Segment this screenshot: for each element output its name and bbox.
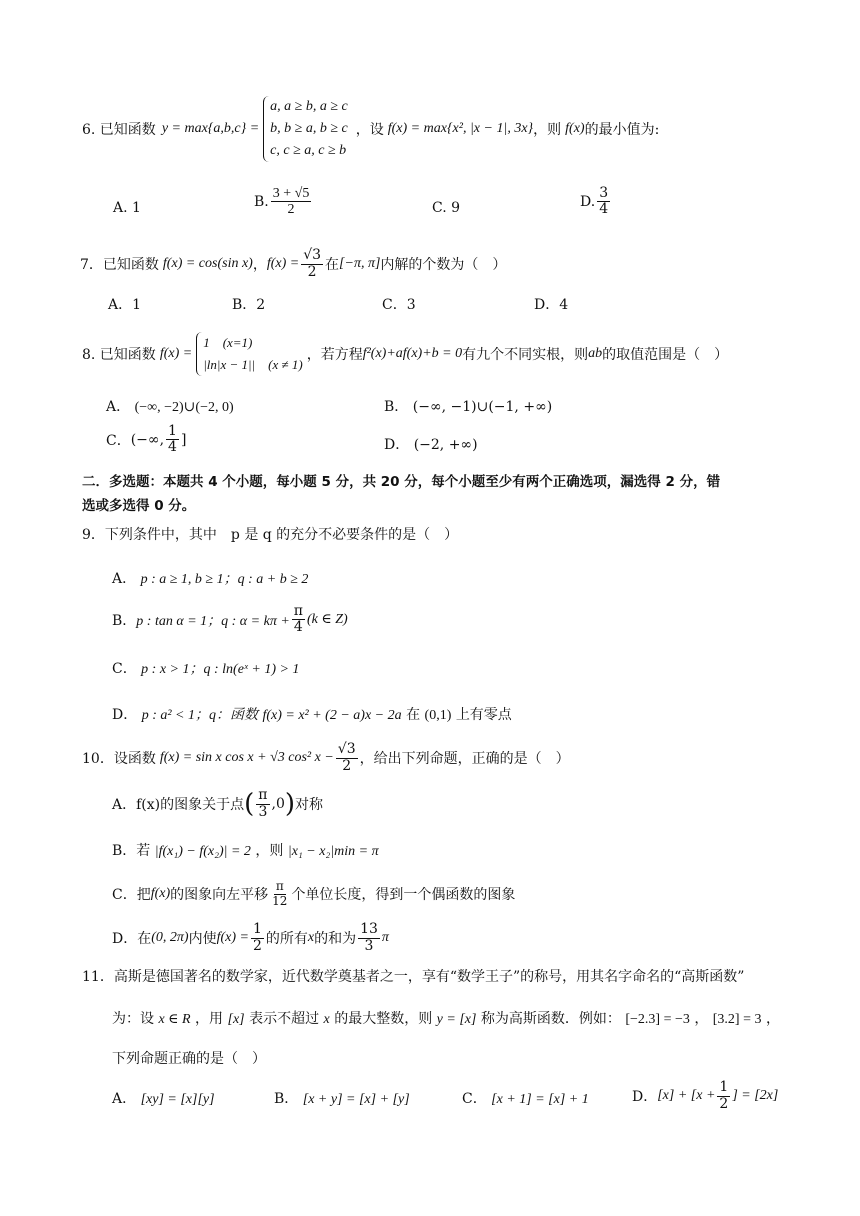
q6-mid: ，设 [355, 122, 384, 138]
q9-option-d-interval: (0,1) [424, 708, 452, 723]
q10-option-c-f: f(x) [150, 886, 171, 901]
q10-option-d-x: x [307, 930, 315, 945]
q8-option-b [384, 396, 552, 416]
q9-option-b-pre: p : tan α = 1；q : α = kπ + [136, 613, 290, 629]
q11-option-a [112, 1088, 215, 1108]
q11-example-2: [3.2] = 3 [712, 1012, 762, 1027]
q7-end: 内解的个数为（ ） [380, 257, 507, 273]
q9-option-b-num: π [293, 603, 303, 619]
q11-option-b-label: B． [274, 1091, 299, 1107]
q8-option-c-num: 1 [168, 423, 177, 439]
question-9-stem: 9．下列条件中，其中 p 是 q 的充分不必要条件的是（ ） [82, 527, 459, 543]
q10-option-a [112, 784, 323, 824]
q10-f-num: √3 [337, 741, 356, 758]
q11-line2-end: ， [765, 1011, 780, 1027]
q10-option-d-mid: 内使 [188, 931, 217, 947]
q10-option-d-result-frac [358, 922, 380, 954]
q8-option-a [106, 396, 234, 416]
question-11-line2 [112, 1008, 780, 1028]
q11-option-a-label: A． [112, 1091, 137, 1107]
q6-option-d-num: 3 [599, 185, 609, 201]
section-2-heading-line1: 二．多选题：本题共 4 个小题，每小题 5 分，共 20 分，每个小题至少有两个正确选项，漏选得 2 分，错 [82, 474, 721, 490]
q10-option-d-num: 1 [252, 921, 262, 938]
q6-option-a: A. 1 [113, 200, 141, 216]
q10-option-a-end: 对称 [295, 797, 324, 813]
q9-option-d-end: 上有零点 [455, 707, 512, 723]
q8-option-c-post: ] [180, 431, 187, 448]
q6-option-b-frac [271, 186, 312, 218]
q8-case-1: 1 (x=1) [203, 335, 253, 350]
q10-option-a-pre: f(x)的图象关于点 [136, 797, 245, 813]
q10-option-d-result-num: 13 [360, 921, 378, 938]
q9-option-d-label: D． [112, 707, 138, 723]
q6-piecewise [263, 96, 348, 162]
q8-equation: f²(x)+af(x)+b = 0 [362, 346, 463, 361]
q6-max-def: y = max{a,b,c} = [161, 121, 260, 136]
q11-option-d-frac [717, 1080, 730, 1112]
q7-eq-num: √3 [303, 247, 322, 264]
q7-eq-lhs: f(x) = [266, 256, 300, 271]
q6-case-3: c, c ≥ a, c ≥ b [270, 143, 347, 158]
q8-f-lhs: f(x) = [159, 346, 193, 361]
q10-option-c [112, 874, 515, 914]
q10-option-c-label: C．把 [112, 887, 151, 903]
q10-option-d-mid2: 的所有 [265, 931, 308, 947]
q10-option-d-result-den: 3 [364, 937, 374, 954]
q9-option-b-post: (k ∈ Z) [306, 612, 348, 628]
q10-option-d-label: D．在 [112, 931, 152, 947]
q8-option-c-label: C． [106, 432, 131, 449]
q8-option-b-value: (−∞, −1)∪(−1, +∞) [412, 399, 553, 415]
q10-option-b-eq: |f(x₁) − f(x₂)| = 2 [154, 844, 251, 859]
q10-option-d-pi: π [381, 930, 389, 945]
q11-example-1: [−2.3] = −3 [625, 1012, 690, 1027]
q10-option-a-den: 3 [258, 803, 268, 820]
q9-option-b-den: 4 [293, 619, 303, 636]
q8-end: 的取值范围是（ ） [602, 347, 729, 363]
q8-ab: ab [588, 346, 603, 361]
q10-option-c-mid: 的图象向左平移 [170, 887, 269, 903]
q11-line2-mid2: 表示不超过 [249, 1011, 320, 1027]
q9-option-b-label: B． [112, 612, 137, 629]
q10-option-b [112, 840, 379, 860]
q10-option-b-mid: ，则 [255, 843, 284, 859]
q11-option-d [632, 1076, 778, 1116]
q8-option-b-label: B． [384, 399, 409, 415]
q6-prefix: 6. 已知函数 [82, 122, 156, 138]
q10-option-a-label: A． [112, 797, 137, 813]
question-6-stem [82, 94, 659, 164]
question-7-stem [80, 246, 506, 282]
q9-option-a [112, 568, 308, 588]
q10-option-b-result: |x₁ − x₂|min = π [287, 844, 379, 859]
q6-option-b-num: 3 + √5 [272, 186, 310, 201]
q10-option-d-interval: (0, 2π) [151, 930, 189, 945]
q11-option-b [274, 1088, 410, 1108]
q6-end: 的最小值为: [584, 122, 660, 138]
q8-option-d-label: D． [384, 437, 410, 453]
q8-option-c-frac [166, 424, 179, 456]
question-11-line3: 下列命题正确的是（ ） [112, 1051, 266, 1067]
question-10-stem [82, 738, 570, 778]
q10-option-d-mid3: 的和为 [314, 931, 357, 947]
q11-option-d-den: 2 [719, 1095, 729, 1112]
q6-option-b [254, 186, 313, 218]
q10-option-c-frac [270, 880, 289, 907]
q9-option-d-mid: 在 [406, 707, 421, 723]
q7-prefix: 7．已知函数 [80, 257, 159, 273]
q10-f-def: f(x) = sin x cos x + √3 cos² x − [159, 750, 334, 765]
q11-y-def: y = [x] [436, 1012, 477, 1027]
q11-line2-sep: ， [694, 1011, 709, 1027]
q6-case-2: b, b ≥ a, b ≥ c [270, 121, 348, 136]
q11-line2-mid3: 的最大整数，则 [334, 1011, 433, 1027]
q8-option-c-den: 4 [168, 439, 177, 456]
q10-option-a-rparen: ) [284, 789, 296, 819]
q7-interval: [−π, π] [339, 256, 381, 271]
q8-option-c-pre: (−∞, [130, 431, 165, 448]
q10-option-d [112, 918, 389, 958]
q8-option-d [384, 434, 478, 454]
q10-f-frac [336, 742, 358, 774]
q11-x-in-r: x ∈ R [158, 1012, 191, 1027]
q8-mid: ，若方程 [306, 347, 363, 363]
q9-option-c-label: C． [112, 661, 137, 677]
q10-option-a-post: ,0 [271, 796, 285, 812]
q6-fx: f(x) [565, 121, 585, 136]
q11-option-c [462, 1088, 589, 1108]
q7-option-b: B．2 [232, 297, 266, 313]
q10-option-d-frac [251, 922, 264, 954]
q6-f-def: f(x) = max{x², |x − 1|, 3x} [387, 121, 534, 136]
q8-option-a-value: (−∞, −2)∪(−2, 0) [134, 400, 234, 415]
q9-option-b [112, 604, 348, 636]
q8-mid2: 有九个不同实根，则 [462, 347, 589, 363]
q11-option-c-value: [x + 1] = [x] + 1 [491, 1092, 589, 1107]
q8-option-d-value: (−2, +∞) [413, 437, 478, 453]
q10-option-c-den: 12 [272, 893, 288, 908]
q10-end: ，给出下列命题，正确的是（ ） [359, 751, 570, 767]
q8-option-c [106, 424, 186, 456]
q6-option-d [580, 186, 612, 218]
q6-option-c: C. 9 [432, 200, 461, 216]
q8-prefix: 8. 已知函数 [82, 347, 156, 363]
q10-option-c-end: 个单位长度，得到一个偶函数的图象 [291, 887, 516, 903]
q11-option-d-post: ] = [2x] [732, 1088, 779, 1103]
q11-line2-pre: 为：设 [112, 1011, 154, 1027]
q9-option-c [112, 658, 299, 678]
q10-option-d-den: 2 [252, 937, 262, 954]
q7-eq-frac [301, 248, 323, 280]
q9-option-a-label: A． [112, 571, 137, 587]
q9-option-d-func: f(x) = x² + (2 − a)x − 2a [262, 708, 402, 723]
q9-option-d-pre: p : a² < 1；q：函数 [141, 708, 258, 723]
q10-option-b-label: B．若 [112, 843, 151, 859]
q7-option-d: D．4 [534, 297, 569, 313]
q6-option-d-label: D. [580, 193, 596, 210]
q6-option-d-den: 4 [599, 201, 609, 218]
q11-option-a-value: [xy] = [x][y] [140, 1092, 215, 1107]
q10-option-a-num: π [258, 787, 268, 804]
q6-post: ，则 [533, 122, 562, 138]
q6-option-b-den: 2 [287, 202, 295, 218]
q7-comma: ， [252, 257, 267, 273]
question-11-line1: 11．高斯是德国著名的数学家，近代数学奠基者之一，享有“数学王子”的称号，用其名字命名的“高斯函数” [82, 969, 745, 985]
question-8-stem [82, 330, 728, 378]
q8-case-2: |ln|x − 1|| (x ≠ 1) [203, 357, 303, 372]
q11-option-c-label: C． [462, 1091, 487, 1107]
q10-option-a-lparen: ( [244, 789, 255, 819]
q6-option-b-label: B. [254, 193, 269, 210]
q10-prefix: 10．设函数 [82, 751, 156, 767]
q11-option-d-pre: [x] + [x + [657, 1088, 716, 1103]
q7-option-c: C．3 [382, 297, 416, 313]
q7-option-a: A．1 [108, 297, 142, 313]
q6-option-d-frac [597, 186, 610, 218]
q9-option-b-frac [292, 604, 305, 636]
q10-f-den: 2 [342, 757, 352, 774]
q11-option-d-label: D． [632, 1089, 658, 1105]
q8-piecewise [196, 332, 303, 376]
q11-var-x: x [323, 1012, 330, 1027]
q7-eq-den: 2 [307, 263, 317, 280]
q11-option-b-value: [x + y] = [x] + [y] [302, 1092, 410, 1107]
q7-f-def: f(x) = cos(sin x) [162, 256, 253, 271]
q11-floor-x: [x] [227, 1012, 245, 1027]
q11-line2-mid: ，用 [195, 1011, 224, 1027]
q11-line2-mid4: 称为高斯函数．例如： [480, 1011, 621, 1027]
q10-option-d-f: f(x) = [216, 930, 249, 945]
q10-option-c-num: π [275, 879, 284, 894]
q11-option-d-num: 1 [719, 1079, 729, 1096]
section-2-heading-line2: 选或多选得 0 分。 [82, 498, 196, 514]
q8-option-a-label: A． [106, 399, 131, 415]
q6-case-1: a, a ≥ b, a ≥ c [270, 99, 348, 114]
q9-option-c-value: p : x > 1；q : ln(eˣ + 1) > 1 [141, 662, 300, 677]
q9-option-a-value: p : a ≥ 1, b ≥ 1；q : a + b ≥ 2 [140, 572, 309, 587]
q7-mid: 在 [325, 257, 340, 273]
q10-option-a-frac [256, 788, 269, 820]
q9-option-d [112, 704, 512, 724]
